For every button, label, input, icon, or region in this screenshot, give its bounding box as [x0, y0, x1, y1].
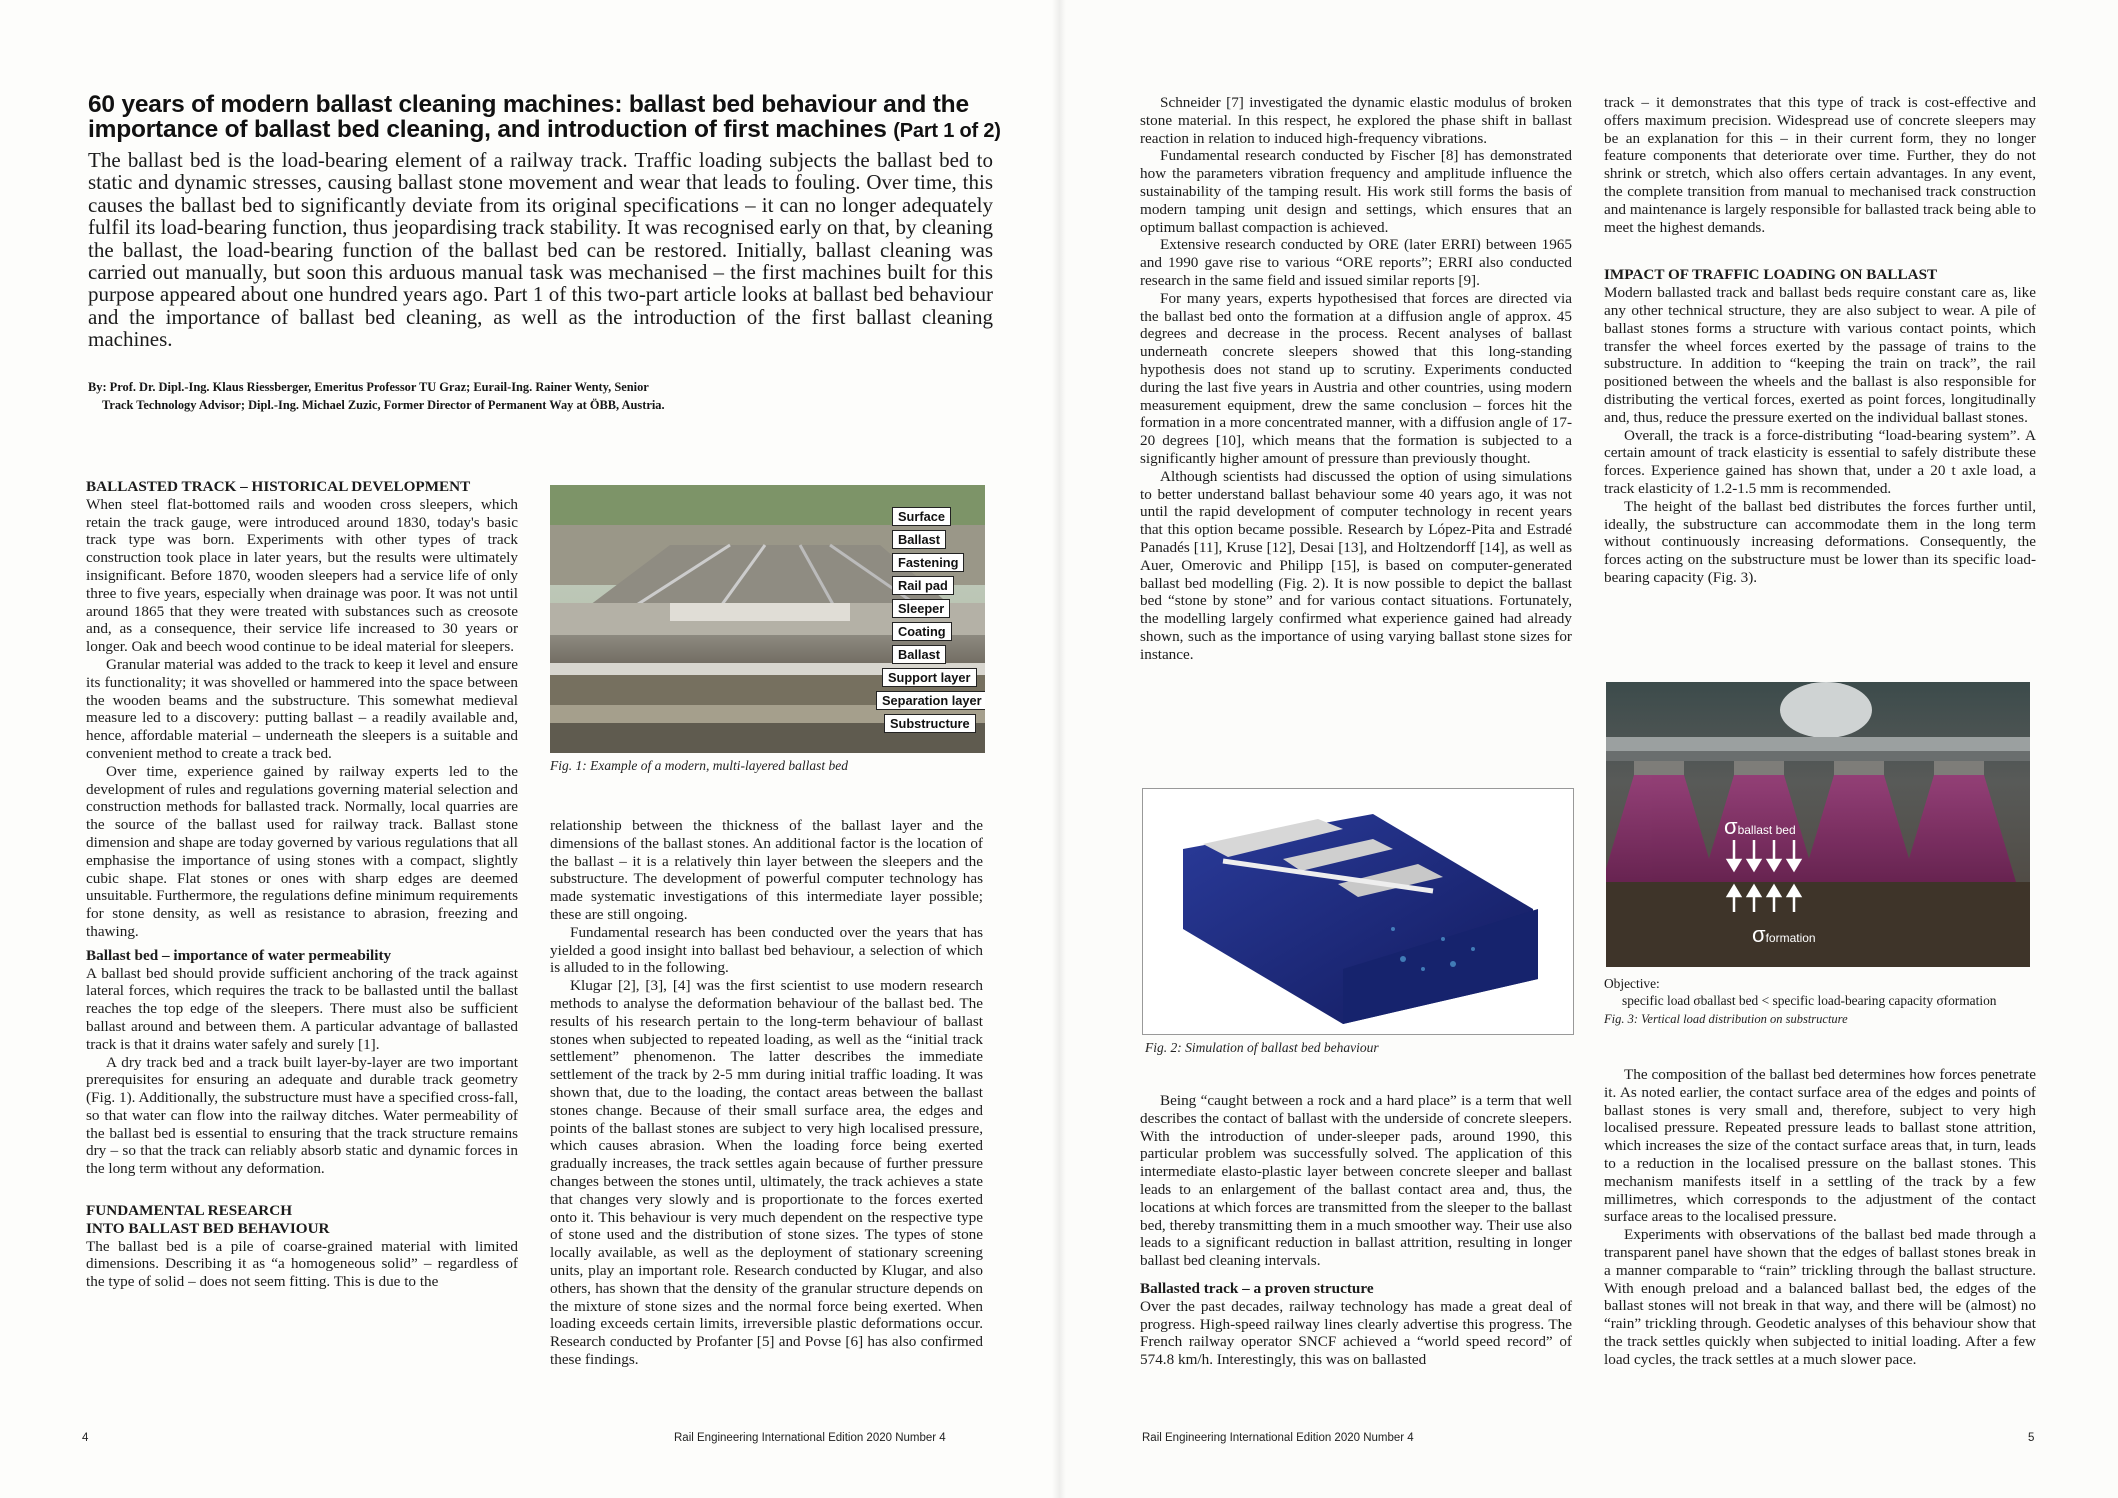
figure-3-load-distribution	[1606, 682, 2030, 967]
column-2	[550, 817, 983, 1369]
paragraph: Granular material was added to the track to keep it level and ensure its functionality; it was shovelled or hammered into the space between the wooden beams and the substructure. This somewhat medieval measure led to a discovery: putting ballast – a readily available and, hence, affordable material – underneath the sleepers is a suitable and convenient method to create a track bed.	[86, 655, 518, 762]
article-title-part: (Part 1 of 2)	[893, 120, 1001, 142]
column-3-lower	[1140, 1092, 1572, 1369]
objective-label: Objective:	[1604, 976, 1660, 991]
label-fastening: Fastening	[892, 553, 964, 572]
load-distribution-diagram	[1606, 682, 2030, 967]
paragraph: A dry track bed and a track built layer-by-layer are two important prerequisites for ensuring an adequate and durable track geometry (Fig. 1). Additionally, the substructure must have a specified cross-fall, so that water can flow into the railway ditches. Water permeability of the ballast bed is essential to ensuring that the track structure remains dry – so that the track can reliably absorb static and dynamic forces in the long term without any deformation.	[86, 1053, 518, 1178]
paragraph: Modern ballasted track and ballast beds require constant care as, like any other technical structure, they are also subject to wear. A pile of ballast stones forms a structure with various contact points, which transfer the wheel forces exerted by the passage of trains to the substructure. In addition to “keeping the train on track”, the rail positioned between the wheels and the ballast is also responsible for distributing the vertical forces, exerted as point forces, longitudinally and, thus, reduce the pressure exerted on the individual ballast stones.	[1604, 284, 2036, 426]
page-number-right: 5	[2028, 1432, 2035, 1444]
page-number-left: 4	[82, 1432, 89, 1444]
paragraph: Over the past decades, railway technology has made a great deal of progress. High-speed railway lines clearly advertise this progress. The French railway operator SNCF achieved a “world speed record” of 574.8 km/h. Interestingly, this was on ballasted	[1140, 1297, 1572, 1369]
paragraph: relationship between the thickness of the ballast layer and the dimensions of the ballast stones. An additional factor is the location of the ballast – it is a relatively thin layer between the sleepers and the substructure. The development of powerful computer technology has made systematic investigations of this intermediate layer possible; these are still ongoing.	[550, 817, 983, 923]
paragraph: Extensive research conducted by ORE (later ERRI) between 1965 and 1990 gave rise to various “ORE reports”; ERRI also conducted research in the same field and issued similar reports [9].	[1140, 236, 1572, 289]
paragraph: The ballast bed is a pile of coarse-grained material with limited dimensions. Describing it as “a homogeneous solid” – regardless of the type of solid – does not seem fitting. This is due to the	[86, 1237, 518, 1291]
paragraph: When steel flat-bottomed rails and wooden cross sleepers, which retain the track gauge, were introduced around 1830, today's basic track type was born. Experiments with other types of track construction took place in later years, but the results were ultimately insignificant. Before 1870, wooden sleepers had a service life of only three to five years, especially when drainage was poor. It was not until around 1865 that they were treated with substances such as creosote and, as a consequence, their service life increased to 30 years or longer. Oak and beech wood continue to be ideal material for sleepers.	[86, 495, 518, 656]
column-3	[1140, 94, 1572, 664]
label-substructure: Substructure	[884, 714, 976, 733]
article-lead: The ballast bed is the load-bearing element of a railway track. Traffic loading subjects the ballast bed to static and dynamic stresses, causing ballast stone movement and wear that leads to fouling. Over time, this causes the ballast bed to significantly deviate from its original specifications – it can no longer adequately fulfil its load-bearing function, thus jeopardising track stability. It was recognised early on that, by cleaning the ballast, the load-bearing function of the ballast bed can be restored. Initially, ballast cleaning was carried out manually, but soon this arduous manual task was mechanised – the first machines built for this purpose appeared about one hundred years ago. Part 1 of this two-part article looks at ballast bed behaviour and the importance of ballast bed cleaning, as well as the introduction of the first ballast cleaning machines.	[88, 148, 993, 352]
label-sleeper: Sleeper	[892, 599, 950, 618]
label-surface: Surface	[892, 507, 951, 526]
paragraph: A ballast bed should provide sufficient anchoring of the track against lateral forces, which requires the track to be ballasted until the ballast reaches the top edge of the sleepers. There must also be sufficient ballast around and between them. A particular advantage of ballasted track is that it drains water safely and surely [1].	[86, 964, 518, 1053]
paragraph: Overall, the track is a force-distributing “load-bearing system”. A certain amount of track elasticity is essential to safely distribute these forces. Experience gained has shown that, under a 20 t axle load, a track elasticity of 1.2-1.5 mm is recommended.	[1604, 426, 2036, 497]
subheading-proven-structure: Ballasted track – a proven structure	[1140, 1279, 1374, 1297]
paragraph: Fundamental research has been conducted over the years that has yielded a good insight into ballast bed behaviour, a selection of which is alluded to in the following.	[550, 923, 983, 977]
sigma-formation: σformation	[1752, 922, 1816, 947]
figure-1-caption: Fig. 1: Example of a modern, multi-layered ballast bed	[550, 758, 848, 773]
heading-fundamental-research-2: INTO BALLAST BED BEHAVIOUR	[86, 1219, 330, 1237]
byline-line-2: Track Technology Advisor; Dipl.-Ing. Michael Zuzic, Former Director of Permanent Way at ÖBB, Austria.	[102, 398, 665, 412]
objective-text: specific load σballast bed < specific load-bearing capacity σformation	[1622, 993, 1997, 1008]
journal-footer-right: Rail Engineering International Edition 2020 Number 4	[1142, 1432, 1414, 1444]
heading-fundamental-research-1: FUNDAMENTAL RESEARCH	[86, 1202, 293, 1220]
journal-footer-left: Rail Engineering International Edition 2020 Number 4	[674, 1432, 946, 1444]
column-4-lower	[1604, 1066, 2036, 1369]
figure-2-caption: Fig. 2: Simulation of ballast bed behaviour	[1145, 1040, 1379, 1055]
paragraph: Klugar [2], [3], [4] was the first scientist to use modern research methods to analyse the deformation behaviour of the ballast bed. The results of his research pertain to the long-term behaviour of ballast stones when subjected to repeated loading, as well as the “initial track settlement” phenomenon. The latter describes the immediate settlement of the track by 2-5 mm during initial traffic loading. It was shown that, due to the loading, the contact areas between the ballast stones change. Because of their small surface area, the edges and points of the ballast stones are subject to very high localised pressure, which causes abrasion. When the loading force being exerted gradually increases, the track settles again because of further pressure changes between the stones until, ultimately, the track achieves a state that changes very slowly and is proportionate to the forces exerted onto it. This behaviour is very much dependent on the respective type of stone used and the distribution of stone sizes. The types of stone locally available, as well as the deployment of stationary screening units, play an important role. Research conducted by Klugar, and also others, has shown that the density of the granular structure depends on the mixture of stone sizes and the normal force being exerted. When loading exceeds certain limits, irreversible plastic deformations occur. Research conducted by Profanter [5] and Povse [6] has also confirmed these findings.	[550, 977, 983, 1368]
figure-1-ballast-bed-photo	[550, 485, 985, 753]
label-coating: Coating	[892, 622, 952, 641]
paragraph: Fundamental research conducted by Fischer [8] has demonstrated how the parameters vibration frequency and amplitude influence the sustainability of the tamping result. His work still forms the basis of modern tamping unit design and settings, which ensures that an optimum ballast compaction is achieved.	[1140, 147, 1572, 236]
figure-2-simulation	[1142, 788, 1574, 1035]
figure-3-caption: Fig. 3: Vertical load distribution on substructure	[1604, 1012, 1848, 1026]
simulation-render	[1143, 789, 1573, 1034]
column-4	[1604, 94, 2036, 587]
paragraph: For many years, experts hypothesised that forces are directed via the ballast bed onto the formation at a diffusion angle of approx. 45 degrees and decrease in the process. Recent analyses of ballast underneath concrete sleepers showed that this long-standing hypothesis does not stand up to scrutiny. Experiments conducted during the last five years in Austria and other countries, using modern measurement equipment, drew the same conclusion – forces hit the formation in a more concentrated manner, with a diffusion angle of 17-20 degrees [10], which means that the formation is subjected to a significantly higher amount of pressure than previously thought.	[1140, 289, 1572, 467]
paragraph: Over time, experience gained by railway experts led to the development of rules and regulations governing material selection and construction methods for ballasted track. Normally, local quarries are the source of the ballast used for railway track. Ballast stone dimension and shape are today governed by various regulations that all emphasise the importance of using stones with a compact, slightly cubic shape. Flat stones or ones with sharp edges are deemed unsuitable. Furthermore, the regulations define minimum requirements for stone density, as well as resistance to abrasion, freezing and thawing.	[86, 762, 518, 940]
label-ballast-2: Ballast	[892, 645, 946, 664]
paragraph: track – it demonstrates that this type of track is cost-effective and offers maximum precision. Widespread use of concrete sleepers may be an explanation for this – in their current form, they no longer feature components that deteriorate over time. Further, they do not shrink or stretch, which also offers certain advantages. In any event, the complete transition from manual to mechanised track construction and maintenance is largely responsible for ballasted track being able to meet the highest demands.	[1604, 94, 2036, 236]
paragraph: The height of the ballast bed distributes the forces further until, ideally, the substructure can accommodate them in the long term without continuously increasing deformations. Consequently, the forces acting on the substructure must be lower than its specific load-bearing capacity (Fig. 3).	[1604, 497, 2036, 586]
label-support-layer: Support layer	[882, 668, 977, 687]
label-rail-pad: Rail pad	[892, 576, 954, 595]
figure-3-objective	[1604, 975, 2044, 1009]
column-1	[86, 478, 518, 1291]
heading-impact-traffic-loading: IMPACT OF TRAFFIC LOADING ON BALLAST	[1604, 266, 1938, 284]
byline	[88, 378, 1008, 414]
subheading-water-permeability: Ballast bed – importance of water permeability	[86, 946, 392, 964]
article-title	[88, 92, 1028, 144]
paragraph: Being “caught between a rock and a hard place” is a term that well describes the contact of ballast with the underside of concrete sleepers. With the introduction of under-sleeper pads, around 1990, this particular problem was successfully solved. The application of this intermediate elasto-plastic layer between concrete sleeper and ballast leads to an enlargement of the ballast contact area and, thus, the locations at which forces are transmitted from the sleeper to the ballast bed, thereby transmitting them in a much smoother way. Their use also leads to a significant reduction in ballast attrition, resulting in longer ballast bed cleaning intervals.	[1140, 1092, 1572, 1270]
paragraph: The composition of the ballast bed determines how forces penetrate it. As noted earlier, the contact surface area of the edges and points of ballast stones is very small and, therefore, subject to very high localised pressure. Repeated pressure leads to ballast stone attrition, which increases the size of the contact surface areas that, in turn, leads to a reduction in the localised pressure on the ballast stones. This mechanism manifests itself in a settling of the track by a few millimetres, which corresponds to the adjustment of the contact surface areas to the localised pressure.	[1604, 1066, 2036, 1226]
paragraph: Although scientists had discussed the option of using simulations to better understand ballast behaviour some 40 years ago, it was not until the rapid development of computer technology in recent years that this option became possible. Research by López-Pita and Estradé Panadés [11], Kruse [12], Desai [13], and Holtzendorff [14], as well as Auer, Omerovic and Philipp [15], is based on computer-generated ballast bed modelling (Fig. 2). It is now possible to depict the ballast bed “stone by stone” and for various contact situations. Fortunately, the modelling largely confirmed what experience gained had already shown, such as the importance of using varying ballast stone sizes for instance.	[1140, 467, 1572, 663]
paragraph: Experiments with observations of the ballast bed made through a transparent panel have shown that the edges of ballast stones break in a manner comparable to “rain” trickling through the ballast structure. With enough preload and a balanced ballast bed, the edges of the ballast stones will not break in that way, and there will be (almost) no “rain” trickling through. Geodetic analyses of this behaviour show that the track settles quickly when subjected to initial loading. After a few load cycles, the track settles at a much slower pace.	[1604, 1226, 2036, 1368]
label-ballast: Ballast	[892, 530, 946, 549]
article-title-main: 60 years of modern ballast cleaning machines: ballast bed behaviour and the importance of ballast bed cleaning, and introduction of first machines	[88, 91, 969, 143]
page-gutter	[1052, 0, 1066, 1498]
label-separation-layer: Separation layer	[876, 691, 985, 710]
paragraph: Schneider [7] investigated the dynamic elastic modulus of broken stone material. In this respect, he explored the phase shift in ballast reaction in relation to induced high-frequency vibrations.	[1140, 94, 1572, 147]
byline-line-1: By: Prof. Dr. Dipl.-Ing. Klaus Riessberger, Emeritus Professor TU Graz; Eurail-Ing. Rainer Wenty, Senior	[88, 380, 649, 394]
sigma-ballast-bed: σballast bed	[1724, 814, 1796, 839]
heading-ballasted-track: BALLASTED TRACK – HISTORICAL DEVELOPMENT	[86, 478, 471, 495]
